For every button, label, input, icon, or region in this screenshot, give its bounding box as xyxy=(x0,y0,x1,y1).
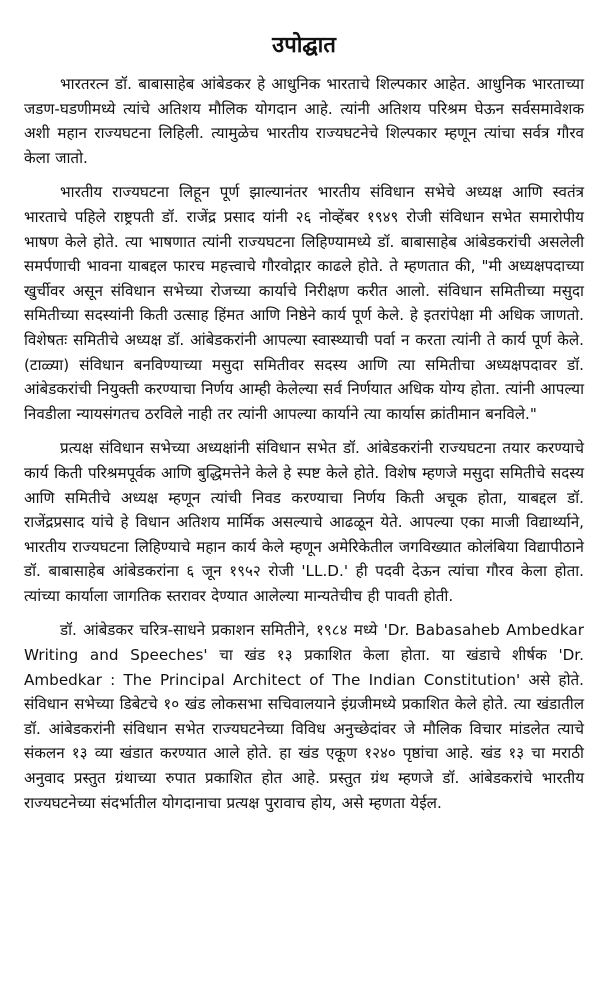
document-page xyxy=(24,30,584,815)
paragraph-4: डॉ. आंबेडकर चरित्र-साधने प्रकाशन समितीने, १९८४ मध्ये 'Dr. Babasaheb Ambedkar Writing and Speeches' चा खंड १३ प्रकाशित केला होता. या खंडाचे शीर्षक 'Dr. Ambedkar : The Principal Architect of The Indian Constitution' असे होते. संविधान सभेच्या डिबेटचे १० खंड लोकसभा सचिवालयाने इंग्रजीमध्ये प्रकाशित केले होते. त्या खंडातील डॉ. आंबेडकरांनी संविधान सभेत राज्यघटनेच्या विविध अनुच्छेदांवर जे मौलिक विचार मांडलेत त्याचे संकलन १३ व्या खंडात करण्यात आले होते. हा खंड एकूण १२४० पृष्ठांचा आहे. खंड १३ चा मराठी अनुवाद प्रस्तुत ग्रंथाच्या रुपात प्रकाशित होत आहे. प्रस्तुत ग्रंथ म्हणजे डॉ. आंबेडकरांचे भारतीय राज्यघटनेच्या संदर्भातील योगदानाचा प्रत्यक्ष पुरावाच होय, असे म्हणता येईल. xyxy=(24,621,584,812)
paragraph-2: भारतीय राज्यघटना लिहून पूर्ण झाल्यानंतर भारतीय संविधान सभेचे अध्यक्ष आणि स्वतंत्र भारताचे पहिले राष्ट्रपती डॉ. राजेंद्र प्रसाद यांनी २६ नोव्हेंबर १९४९ रोजी संविधान सभेत समारोपीय भाषण केले होते. त्या भाषणात त्यांनी राज्यघटना लिहिण्यामध्ये डॉ. बाबासाहेब आंबेडकरांची असलेली समर्पणाची भावना याबद्दल फारच महत्त्वाचे गौरवोद्गार काढले होते. ते म्हणतात की, "मी अध्यक्षपदाच्या खुर्चीवर असून संविधान सभेच्या रोजच्या कार्याचे निरीक्षण करीत आलो. संविधान समितीच्या मसुदा समितीच्या सदस्यांनी किती उत्साह हिंमत आणि निष्ठेने कार्य पूर्ण केले. हे इतरांपेक्षा मी अधिक जाणतो. विशेषतः समितीचे अध्यक्ष डॉ. आंबेडकरांनी आपल्या स्वास्थ्याची पर्वा न करता त्यांनी ते कार्य पूर्ण केले. (टाळ्या) संविधान बनविण्याच्या मसुदा समितीवर सदस्य आणि त्या समितीचा अध्यक्षपदावर डॉ. आंबेडकरांची नियुक्ती करण्याचा निर्णय आम्ही केलेल्या सर्व निर्णयात अधिक योग्य होता. त्यांनी आपल्या निवडीला न्यायसंगतच ठरविले नाही तर त्यांनी आपल्या कार्याने त्या कार्यास क्रांतीमान बनविले." xyxy=(24,183,584,423)
paragraph-3: प्रत्यक्ष संविधान सभेच्या अध्यक्षांनी संविधान सभेत डॉ. आंबेडकरांनी राज्यघटना तयार करण्याचे कार्य किती परिश्रमपूर्वक आणि बुद्धिमत्तेने केले हे स्पष्ट केले होते. विशेष म्हणजे मसुदा समितीचे सदस्य आणि समितीचे अध्यक्ष म्हणून त्यांची निवड करण्याचा निर्णय किती अचूक होता, याबद्दल डॉ. राजेंद्रप्रसाद यांचे हे विधान अतिशय मार्मिक असल्याचे आढळून येते. आपल्या एका माजी विद्यार्थ्याने, भारतीय राज्यघटना लिहिण्याचे महान कार्य केले म्हणून अमेरिकेतील जगविख्यात कोलंबिया विद्यापीठाने डॉ. बाबासाहेब आंबेडकरांना ६ जून १९५२ रोजी 'LL.D.' ही पदवी देऊन त्यांचा गौरव केला होता. त्यांच्या कार्याला जागतिक स्तरावर देण्यात आलेल्या मान्यतेचीच ही पावती होती. xyxy=(24,439,584,605)
paragraph-1: भारतरत्न डॉ. बाबासाहेब आंबेडकर हे आधुनिक भारताचे शिल्पकार आहेत. आधुनिक भारताच्या जडण-घडणीमध्ये त्यांचे अतिशय मौलिक योगदान आहे. त्यांनी अतिशय परिश्रम घेऊन सर्वसमावेशक अशी महान राज्यघटना लिहिली. त्यामुळेच भारतीय राज्यघटनेचे शिल्पकार म्हणून त्यांचा सर्वत्र गौरव केला जातो. xyxy=(24,75,584,167)
page-title: उपोद्घात xyxy=(272,33,336,58)
